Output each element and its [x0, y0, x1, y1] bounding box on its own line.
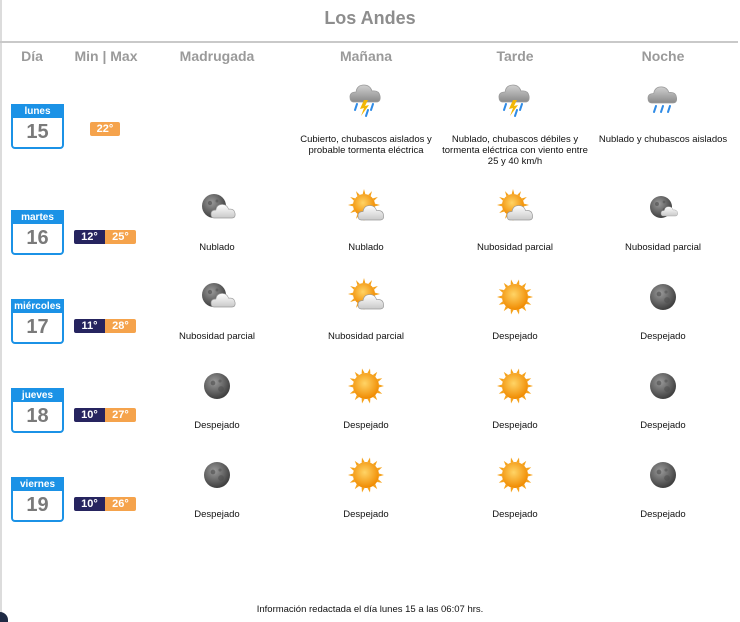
day-name: martes — [13, 212, 62, 224]
partly-cloudy-day-icon — [440, 188, 590, 228]
temperature-range — [74, 230, 136, 244]
forecast-cell — [440, 188, 590, 253]
forecast-cell — [588, 455, 738, 520]
header-day: Día — [21, 48, 43, 64]
forecast-description: Despejado — [194, 420, 240, 431]
forecast-description: Despejado — [640, 509, 686, 520]
day-card — [11, 210, 64, 255]
partly-cloudy-night-icon — [588, 188, 738, 228]
day-card — [11, 299, 64, 344]
forecast-description: Despejado — [194, 509, 240, 520]
forecast-description: Nubosidad parcial — [178, 331, 256, 342]
day-number: 15 — [26, 121, 49, 143]
forecast-cell — [142, 455, 292, 520]
moon-icon — [142, 455, 292, 495]
temp-max: 26° — [105, 497, 136, 511]
temp-max: 22° — [90, 122, 120, 136]
temperature-range — [74, 408, 136, 422]
moon-icon — [588, 277, 738, 317]
forecast-cell — [142, 188, 292, 253]
header-tarde: Tarde — [496, 48, 534, 64]
forecast-cell — [142, 277, 292, 342]
page-title: Los Andes — [324, 8, 416, 28]
temp-max: 25° — [105, 230, 136, 244]
header-madrugada: Madrugada — [179, 48, 255, 64]
partly-cloudy-day-icon — [291, 277, 441, 317]
forecast-cell — [588, 80, 738, 145]
day-number: 16 — [26, 227, 49, 249]
forecast-cell — [588, 366, 738, 431]
header-manana: Mañana — [339, 48, 393, 64]
forecast-description: Despejado — [343, 420, 389, 431]
forecast-description: Despejado — [492, 331, 538, 342]
forecast-description: Nublado, chubascos débiles y tormenta eléctrica con viento entre 25 y 40 km/h — [442, 134, 588, 167]
forecast-cell — [440, 455, 590, 520]
forecast-cell — [440, 366, 590, 431]
day-number: 18 — [26, 405, 49, 427]
moon-icon — [588, 455, 738, 495]
day-number: 19 — [26, 494, 49, 516]
temperature-range — [74, 497, 136, 511]
forecast-cell — [588, 277, 738, 342]
temp-max: 28° — [105, 319, 136, 333]
forecast-cell — [291, 188, 441, 253]
partly-cloudy-night-icon — [142, 277, 292, 317]
partly-cloudy-night-icon — [142, 188, 292, 228]
day-card — [11, 104, 64, 149]
forecast-cell — [440, 80, 590, 167]
temp-max: 27° — [105, 408, 136, 422]
moon-icon — [142, 366, 292, 406]
forecast-description: Nublado y chubascos aislados — [598, 134, 728, 145]
sun-icon — [291, 366, 441, 406]
footer-note: Información redactada el día lunes 15 a las 06:07 hrs. — [256, 604, 484, 615]
day-name: viernes — [13, 479, 62, 491]
forecast-cell — [440, 277, 590, 342]
thunderstorm-icon — [291, 80, 441, 120]
forecast-description: Nublado — [348, 242, 384, 253]
header-noche: Noche — [641, 48, 685, 64]
forecast-description: Nubosidad parcial — [327, 331, 405, 342]
temp-min: 10° — [74, 497, 105, 511]
sun-icon — [440, 277, 590, 317]
forecast-description: Cubierto, chubascos aislados y probable tormenta eléctrica — [300, 134, 432, 156]
temp-min: 11° — [74, 319, 105, 333]
temperature-range — [74, 319, 136, 333]
forecast-cell — [291, 366, 441, 431]
forecast-description: Despejado — [640, 420, 686, 431]
forecast-cell — [291, 277, 441, 342]
forecast-description: Nubosidad parcial — [476, 242, 554, 253]
temp-min: 12° — [74, 230, 105, 244]
rain-cloud-icon — [588, 80, 738, 120]
forecast-cell — [588, 188, 738, 253]
thunderstorm-icon — [440, 80, 590, 120]
day-name: jueves — [13, 390, 62, 402]
day-card — [11, 477, 64, 522]
day-number: 17 — [26, 316, 49, 338]
forecast-cell — [142, 366, 292, 431]
day-card — [11, 388, 64, 433]
forecast-description: Despejado — [492, 509, 538, 520]
partly-cloudy-day-icon — [291, 188, 441, 228]
left-border — [0, 0, 2, 622]
sun-icon — [440, 366, 590, 406]
forecast-cell — [291, 455, 441, 520]
forecast-description: Despejado — [343, 509, 389, 520]
forecast-description: Despejado — [640, 331, 686, 342]
forecast-description: Despejado — [492, 420, 538, 431]
forecast-description: Nublado — [199, 242, 235, 253]
title-divider — [0, 41, 738, 43]
temperature-range — [90, 122, 121, 136]
forecast-description: Nubosidad parcial — [624, 242, 702, 253]
temp-min: 10° — [74, 408, 105, 422]
forecast-cell — [291, 80, 441, 156]
day-name: lunes — [13, 106, 62, 118]
moon-icon — [588, 366, 738, 406]
sun-icon — [440, 455, 590, 495]
day-name: miércoles — [14, 301, 61, 312]
header-minmax: Min | Max — [74, 48, 138, 64]
sun-icon — [291, 455, 441, 495]
